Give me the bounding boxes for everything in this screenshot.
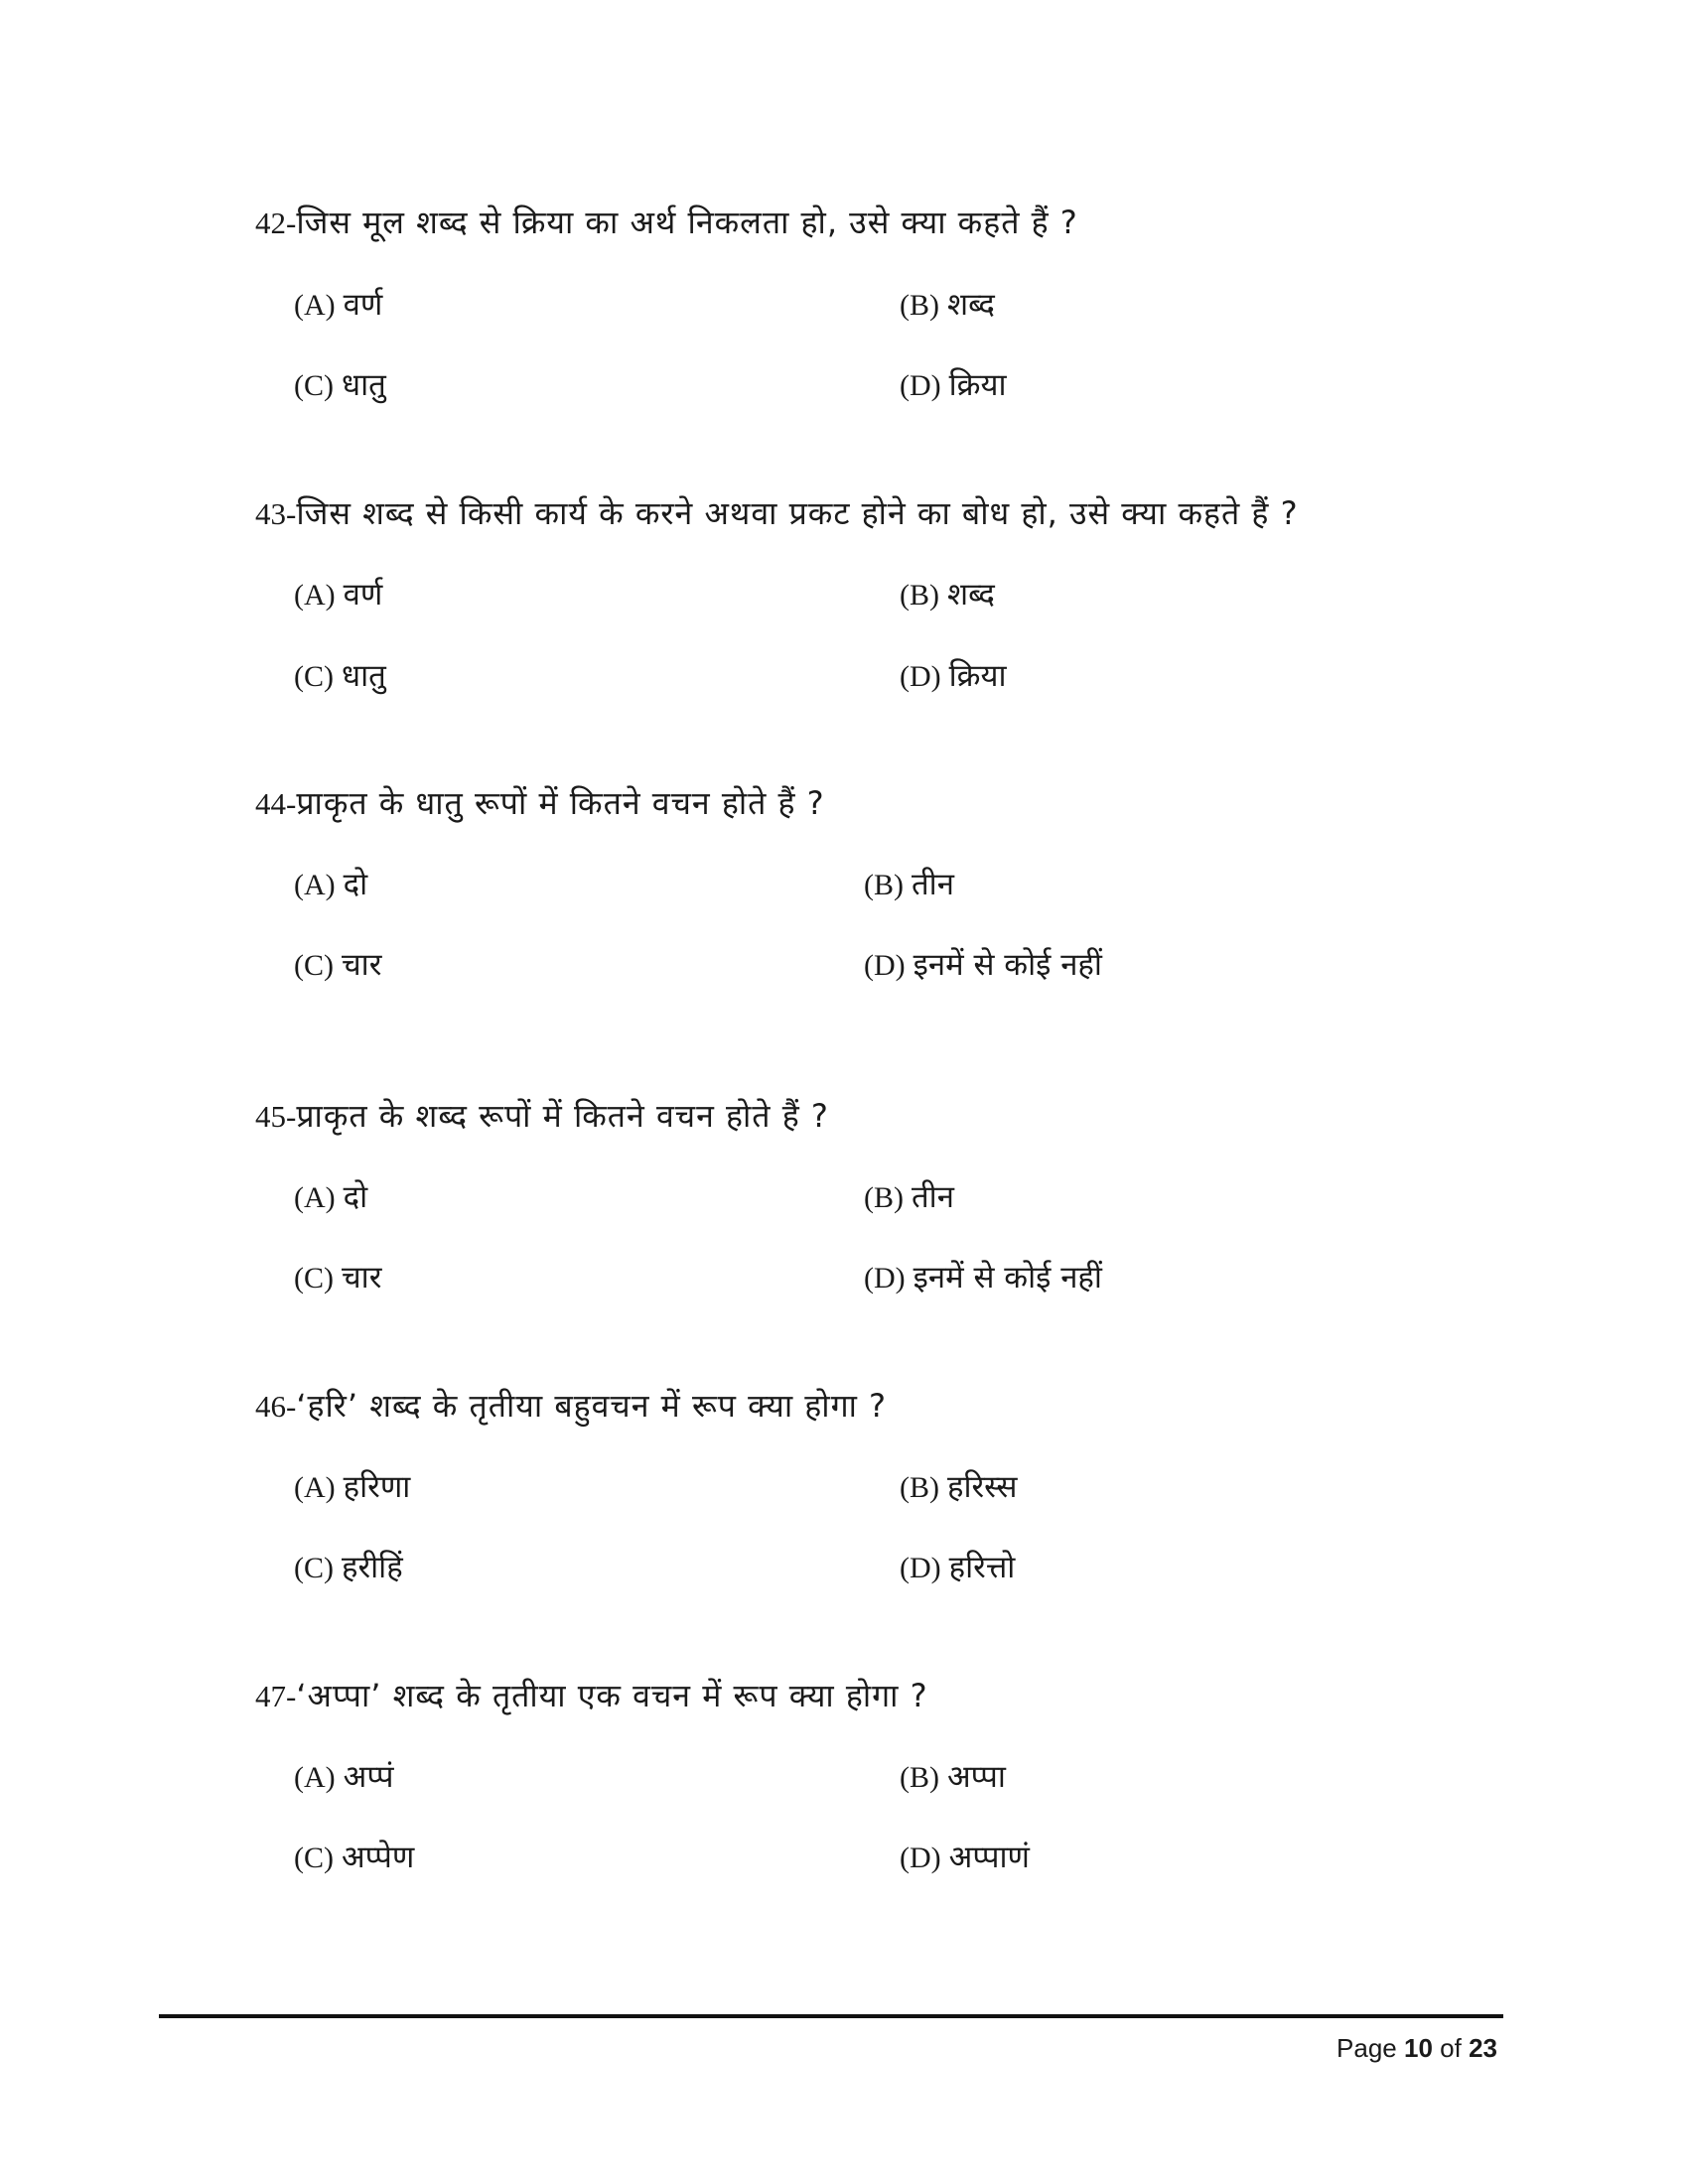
option-key: (A) [294, 1181, 336, 1214]
option-key: (D) [900, 369, 941, 402]
question-prompt: जिस मूल शब्द से क्रिया का अर्थ निकलता हो, उसे क्या कहते हैं ? [296, 204, 1078, 241]
option-key: (C) [294, 1552, 334, 1584]
of-label: of [1440, 2033, 1462, 2063]
option-text: धातु [342, 367, 386, 403]
option-text: अप्पा [947, 1759, 1006, 1795]
option-d [900, 1838, 1030, 1878]
option-text: तीन [912, 1179, 954, 1215]
question-text [255, 493, 1299, 534]
option-b [864, 1177, 954, 1218]
option-key: (A) [294, 1471, 336, 1504]
option-text: अप्पाणं [948, 1840, 1030, 1875]
question-text [255, 203, 1078, 243]
option-b [864, 865, 954, 905]
current-page: 10 [1404, 2033, 1433, 2063]
option-b [900, 1467, 1018, 1508]
option-key: (C) [294, 1842, 334, 1874]
question-number: 44- [255, 786, 297, 821]
option-key: (A) [294, 289, 336, 322]
option-d [900, 1548, 1015, 1588]
option-key: (A) [294, 869, 336, 901]
option-c [294, 945, 381, 986]
question-number: 43- [255, 496, 297, 531]
footer-divider [159, 2014, 1503, 2018]
option-d [864, 945, 1102, 986]
option-key: (B) [864, 869, 904, 901]
option-a [294, 1757, 394, 1798]
option-key: (A) [294, 579, 336, 612]
option-c [294, 1548, 403, 1588]
question-prompt: ‘अप्पा’ शब्द के तृतीया एक वचन में रूप क्या होगा ? [296, 1677, 928, 1714]
option-key: (B) [900, 289, 939, 322]
page-number [1336, 2031, 1497, 2065]
option-text: दो [343, 1179, 368, 1215]
option-text: क्रिया [948, 658, 1007, 694]
page-label: Page [1336, 2033, 1397, 2063]
option-text: शब्द [947, 577, 995, 613]
option-text: वर्ण [343, 577, 383, 613]
option-key: (C) [294, 660, 334, 693]
option-d [900, 365, 1007, 406]
question-number: 46- [255, 1389, 297, 1424]
question-number: 42- [255, 205, 297, 240]
option-a [294, 865, 367, 905]
question-prompt: प्राकृत के शब्द रूपों में कितने वचन होते हैं ? [296, 1097, 829, 1135]
option-text: धातु [342, 658, 386, 694]
question-prompt: ‘हरि’ शब्द के तृतीया बहुवचन में रूप क्या होगा ? [296, 1387, 888, 1425]
option-b [900, 575, 995, 615]
total-pages: 23 [1469, 2033, 1497, 2063]
question-text [255, 1386, 887, 1427]
option-text: अप्पेण [342, 1840, 415, 1875]
option-key: (B) [900, 579, 939, 612]
question-number: 45- [255, 1099, 297, 1134]
option-key: (D) [864, 949, 906, 982]
option-b [900, 285, 995, 326]
option-c [294, 1258, 381, 1298]
option-text: क्रिया [948, 367, 1007, 403]
option-text: हरिणा [343, 1469, 411, 1505]
option-key: (C) [294, 949, 334, 982]
question-prompt: जिस शब्द से किसी कार्य के करने अथवा प्रकट होने का बोध हो, उसे क्या कहते हैं ? [296, 494, 1299, 532]
option-b [900, 1757, 1006, 1798]
question-prompt: प्राकृत के धातु रूपों में कितने वचन होते हैं ? [296, 784, 825, 822]
option-d [864, 1258, 1102, 1298]
option-a [294, 285, 382, 326]
question-number: 47- [255, 1679, 297, 1713]
option-key: (C) [294, 1262, 334, 1295]
option-key: (B) [900, 1761, 939, 1794]
option-a [294, 1467, 410, 1508]
option-text: वर्ण [343, 287, 383, 323]
option-key: (A) [294, 1761, 336, 1794]
option-text: चार [342, 947, 382, 983]
option-c [294, 1838, 414, 1878]
option-key: (C) [294, 369, 334, 402]
option-key: (B) [900, 1471, 939, 1504]
option-c [294, 656, 386, 697]
question-text [255, 1676, 928, 1716]
option-key: (D) [900, 660, 941, 693]
option-key: (D) [864, 1262, 906, 1295]
option-d [900, 656, 1007, 697]
option-text: हरिस्स [947, 1469, 1018, 1505]
option-key: (D) [900, 1552, 941, 1584]
option-text: हरीहिं [342, 1550, 403, 1585]
option-text: अप्पं [343, 1759, 394, 1795]
option-text: चार [342, 1260, 382, 1296]
option-c [294, 365, 386, 406]
option-key: (D) [900, 1842, 941, 1874]
option-text: हरित्तो [948, 1550, 1016, 1585]
option-text: दो [343, 867, 368, 902]
option-a [294, 1177, 367, 1218]
option-text: शब्द [947, 287, 995, 323]
question-text [255, 1096, 829, 1137]
question-text [255, 783, 825, 824]
option-a [294, 575, 382, 615]
option-text: इनमें से कोई नहीं [913, 1260, 1102, 1296]
option-text: तीन [912, 867, 954, 902]
option-text: इनमें से कोई नहीं [913, 947, 1102, 983]
option-key: (B) [864, 1181, 904, 1214]
